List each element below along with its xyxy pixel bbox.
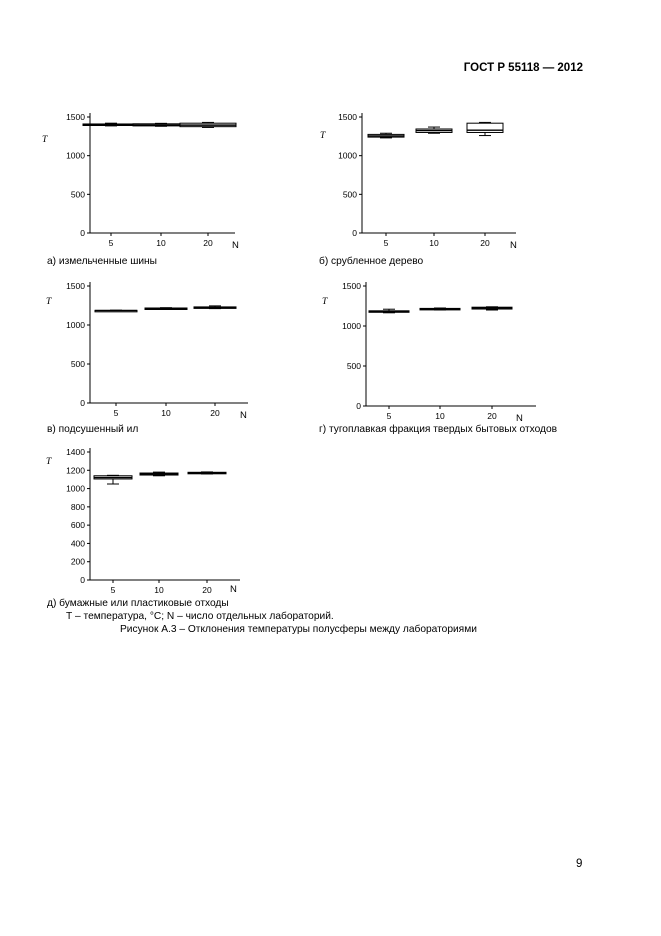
x-tick-label: 5 (108, 238, 114, 248)
y-axis-label: T (46, 457, 52, 467)
x-tick-label: 10 (161, 408, 171, 418)
y-tick-label: 400 (70, 538, 85, 549)
caption-v: в) подсушенный ил (47, 424, 139, 435)
x-tick-label: 20 (210, 408, 220, 418)
y-tick-label: 500 (346, 361, 361, 371)
y-tick-label: 500 (70, 359, 85, 369)
boxplot-chart-d (40, 444, 250, 594)
x-tick-label: 5 (383, 238, 389, 248)
boxplot-chart-b (316, 104, 526, 249)
caption-g: г) тугоплавкая фракция твердых бытовых отходов (319, 424, 558, 435)
boxplot-chart-g (316, 272, 546, 422)
y-tick-label: 1000 (342, 321, 361, 331)
y-tick-label: 0 (356, 401, 361, 411)
y-tick-label: 0 (352, 228, 357, 238)
y-tick-label: 0 (80, 228, 85, 238)
x-tick-label: 5 (110, 585, 116, 595)
boxplot-chart-a (40, 104, 250, 249)
caption-d: д) бумажные или пластиковые отходы (47, 598, 229, 609)
legend-text: Т – температура, °С; N – число отдельных лабораторий. (66, 611, 334, 622)
caption-a: а) измельченные шины (47, 256, 158, 267)
x-tick-label: 20 (487, 411, 497, 421)
y-tick-label: 1500 (66, 281, 85, 291)
figure-caption: Рисунок А.3 – Отклонения температуры полусферы между лабораториями (120, 624, 477, 635)
y-tick-label: 1000 (338, 150, 357, 161)
y-tick-label: 500 (70, 189, 85, 200)
x-tick-label: 10 (156, 238, 166, 248)
y-tick-label: 1000 (66, 150, 85, 161)
document-header: ГОСТ Р 55118 — 2012 (463, 62, 583, 74)
y-axis-label: T (322, 297, 328, 307)
x-axis-label: N (230, 584, 237, 595)
y-tick-label: 800 (70, 501, 85, 512)
y-tick-label: 1200 (66, 465, 85, 476)
x-axis-label: N (232, 240, 239, 251)
y-tick-label: 1400 (66, 447, 85, 457)
page-number: 9 (576, 858, 583, 870)
x-tick-label: 5 (113, 408, 119, 418)
y-tick-label: 1500 (338, 112, 357, 122)
y-tick-label: 600 (70, 520, 85, 531)
y-axis-label: T (320, 131, 326, 141)
y-tick-label: 200 (70, 556, 85, 567)
x-tick-label: 10 (154, 585, 164, 595)
y-tick-label: 1000 (66, 483, 85, 494)
caption-b: б) срубленное дерево (319, 256, 424, 267)
y-tick-label: 1000 (66, 320, 85, 330)
x-tick-label: 10 (429, 238, 439, 248)
x-axis-label: N (240, 410, 247, 421)
y-tick-label: 1500 (66, 112, 85, 122)
y-tick-label: 500 (342, 189, 357, 200)
y-tick-label: 1500 (342, 281, 361, 291)
x-tick-label: 10 (435, 411, 445, 421)
x-tick-label: 20 (202, 585, 212, 595)
iqr-box (467, 123, 503, 132)
y-axis-label: T (46, 297, 52, 307)
x-tick-label: 20 (480, 238, 490, 248)
x-tick-label: 20 (203, 238, 213, 248)
y-tick-label: 0 (80, 575, 85, 585)
x-axis-label: N (510, 240, 517, 251)
x-axis-label: N (516, 413, 523, 424)
boxplot-chart-v (40, 272, 260, 422)
y-tick-label: 0 (80, 398, 85, 408)
y-axis-label: T (42, 135, 48, 145)
x-tick-label: 5 (386, 411, 392, 421)
